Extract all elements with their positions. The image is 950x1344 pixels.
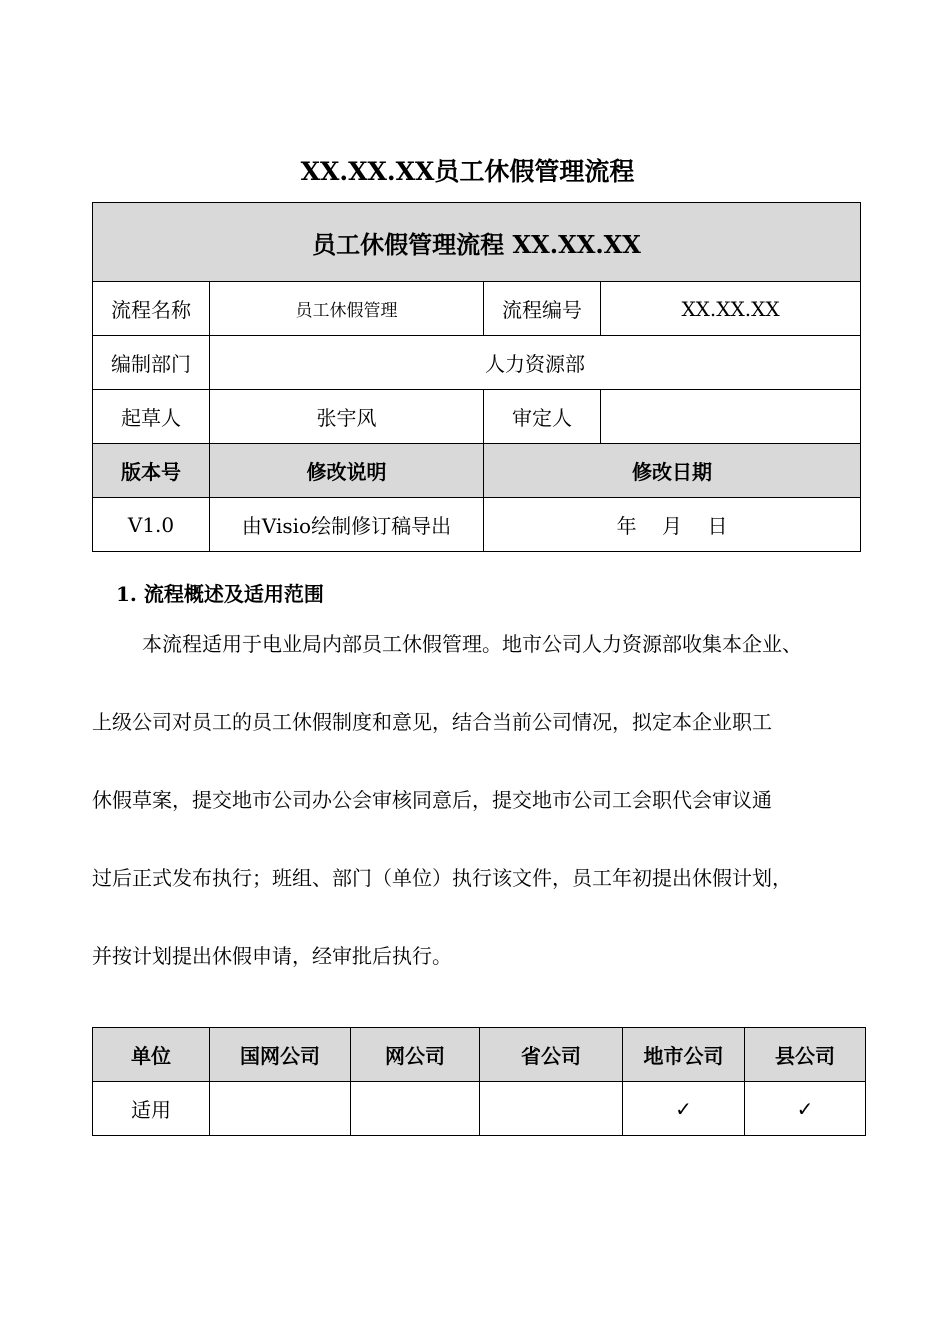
drafter-label: 起草人 bbox=[93, 390, 210, 444]
paragraph-line: 休假草案，提交地市公司办公会审核同意后，提交地市公司工会职代会审议通 bbox=[92, 788, 772, 812]
scope-header-county-company: 县公司 bbox=[745, 1028, 866, 1082]
scope-cell-county-company-check: ✓ bbox=[745, 1082, 866, 1136]
change-date-label: 修改日期 bbox=[484, 444, 861, 498]
change-desc-label: 修改说明 bbox=[210, 444, 484, 498]
info-table-header: 员工休假管理流程 XX.XX.XX bbox=[93, 203, 861, 282]
version-value: V1.0 bbox=[93, 498, 210, 552]
scope-cell-state-grid bbox=[210, 1082, 351, 1136]
scope-table bbox=[92, 1027, 866, 1136]
paragraph-line: 并按计划提出休假申请，经审批后执行。 bbox=[92, 944, 452, 968]
section-paragraph bbox=[92, 626, 872, 1016]
version-label: 版本号 bbox=[93, 444, 210, 498]
drafter-value: 张宇风 bbox=[210, 390, 484, 444]
paragraph-line: 本流程适用于电业局内部员工休假管理。地市公司人力资源部收集本企业、 bbox=[142, 632, 802, 656]
section-heading: 1. 流程概述及适用范围 bbox=[116, 582, 324, 606]
paragraph-line: 上级公司对员工的员工休假制度和意见，结合当前公司情况，拟定本企业职工 bbox=[92, 710, 772, 734]
department-label: 编制部门 bbox=[93, 336, 210, 390]
scope-cell-city-company-check: ✓ bbox=[623, 1082, 745, 1136]
scope-row-label: 适用 bbox=[93, 1082, 210, 1136]
scope-header-city-company: 地市公司 bbox=[623, 1028, 745, 1082]
paragraph-line: 过后正式发布执行；班组、部门（单位）执行该文件，员工年初提出休假计划， bbox=[92, 866, 792, 890]
change-desc-value: 由Visio绘制修订稿导出 bbox=[210, 498, 484, 552]
scope-header-province-company: 省公司 bbox=[480, 1028, 623, 1082]
change-date-value: 年 月 日 bbox=[484, 498, 861, 552]
approver-label: 审定人 bbox=[484, 390, 601, 444]
process-number-value: XX.XX.XX bbox=[601, 282, 861, 336]
document-title: XX.XX.XX员工休假管理流程 bbox=[300, 157, 635, 186]
process-number-label: 流程编号 bbox=[484, 282, 601, 336]
scope-header-state-grid: 国网公司 bbox=[210, 1028, 351, 1082]
scope-cell-grid-company bbox=[351, 1082, 480, 1136]
process-name-label: 流程名称 bbox=[93, 282, 210, 336]
department-value: 人力资源部 bbox=[210, 336, 861, 390]
scope-header-unit: 单位 bbox=[93, 1028, 210, 1082]
process-info-table bbox=[92, 202, 861, 552]
scope-header-grid-company: 网公司 bbox=[351, 1028, 480, 1082]
scope-cell-province-company bbox=[480, 1082, 623, 1136]
approver-value bbox=[601, 390, 861, 444]
process-name-value: 员工休假管理 bbox=[210, 282, 484, 336]
